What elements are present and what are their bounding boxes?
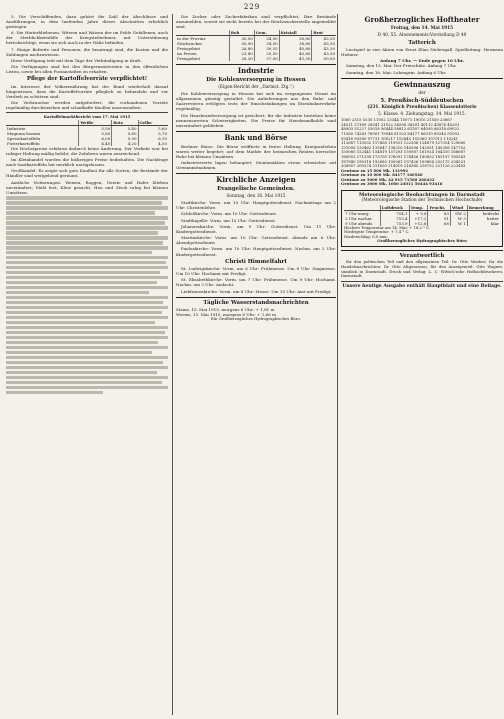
lottery-prize-row: Gewinne zu 3000 Mk. 1060 24011 56444 93416 <box>341 181 443 187</box>
table-cell: 5,50 <box>79 125 112 131</box>
paragraph: Industriewerte lagen behauptet; Montanaktien etwas schwächer auf Gewinnmitnahmen. <box>176 160 336 171</box>
table-cell: 43,30 <box>323 41 335 47</box>
catholic-heading: Christi Himmelfahrt <box>225 258 287 265</box>
paragraph: 6. Die Hinterbliebenen, Witwen und Waisen der im Felde Gefallenen, auch der Sterblichkeitsfälle der Kriegsteilnehmer, mit Unterstützung berücksichtigt, wenn sie sich auch in der Nähe befinden. <box>6 30 168 46</box>
table-cell: 68 <box>428 221 450 226</box>
lottery-class: 5. Klasse. 4. Ziehungstag. 14. Mai 1915. <box>378 111 466 117</box>
illegible-text-block <box>6 196 168 394</box>
table-cell: Preisgebiet <box>176 56 229 61</box>
bank-article-body <box>176 144 336 170</box>
church-listings <box>176 200 336 256</box>
lottery-number-row: 187940 190318 192685 195061 197426 199804 202175 204531 <box>341 158 466 164</box>
theater-upcoming <box>341 63 503 74</box>
church-listing: Johanneskirche: Vorm. um 9 Uhr: Gottesdienst. Um 11 Uhr: Kindergottesdienst. <box>176 223 336 234</box>
lottery-number-row: 112687 115032 117458 119921 122306 124879 127314 129660 <box>341 140 466 146</box>
theater-play-title: Tatterich <box>408 39 436 46</box>
theater-times: Anfang 7 Uhr. — Ende gegen 10 Uhr. <box>380 58 464 64</box>
table-cell: 28,30 <box>229 56 254 61</box>
table-cell: 2 Uhr nachm. <box>344 216 380 221</box>
article-heading-coal: Die Kohlenversorgung in Hessen <box>206 77 306 84</box>
church-listing: Martinskirche: Vorm. um 10 Uhr: Gottesdienst. Abends um 6 Uhr: Abendgottesdienst. <box>176 235 336 246</box>
paragraph: Großhandel: Es zeigte sich gute Kauflust für alle Sorten; die Bestände der Händler sind weitgehend geräumt. <box>6 168 168 179</box>
table-cell: 51 <box>428 216 450 221</box>
table-cell: 83 <box>428 210 450 216</box>
church-listing: Pauluskirche: Vorm. um 10 Uhr: Hauptgottesdienst. Nachm. um 2 Uhr: Kindergottesdienst. <box>176 246 336 257</box>
table-cell: +12,8 <box>409 221 428 226</box>
table-row <box>176 56 336 61</box>
lottery-title: 5. Preußisch-Süddeutschen <box>380 97 464 104</box>
weather-notes <box>344 226 500 240</box>
table-cell: 25,50 <box>254 51 279 56</box>
table-cell: Industrie <box>6 125 79 131</box>
coal-article-body <box>176 91 336 128</box>
church-listing: Stadtkapelle: Vorm. um 10 Uhr: Gottesdienst. <box>181 217 276 223</box>
table-cell: Magnum bonum <box>6 131 79 136</box>
article-body <box>6 14 168 74</box>
lottery-number-row: 24011 27160 28541 31022 34556 38291 40112 43876 45201 <box>341 121 460 127</box>
table-cell: Speisekartoffeln <box>6 136 79 141</box>
table-cell: 43,30 <box>323 46 335 52</box>
lottery-number-row: 150085 152441 154819 157203 159567 161924 164310 166687 <box>341 149 466 155</box>
paragraph: 5. Die Verschiffenden, dazu gehört die Zahl der Abschlüsse und Ausführungen, in dem laufenden Jahre dieses Abschnittes erheblich gestiegen. <box>6 14 168 30</box>
weather-table <box>344 205 500 226</box>
article-source: (Eigen-Bericht der „Darmst. Ztg.“) <box>218 84 294 90</box>
water-level-footer: Ein Großherzogliches Hydrographisches Büro. <box>211 316 301 322</box>
paragraph: Die Verfügungen sind bei den Bürgermeistereien in den öffentlichen Listen, sowie bei allen Postanstalten zu erhalten. <box>6 64 168 75</box>
table-cell: 6,00 <box>79 136 112 141</box>
church-listing: Liebfrauenkirche: Vorm. um 8 Uhr: Messe. Um 10 Uhr: Amt mit Predigt. <box>181 288 332 294</box>
lottery-heading: Gewinnauszug <box>393 79 451 89</box>
table-cell: W 1 <box>450 221 467 226</box>
column-right <box>337 14 503 715</box>
lottery-number-row: 168952 171338 173705 176091 178456 180832 183197 185563 <box>341 153 466 159</box>
theater-listing: Samstag, den 15. Mai: Der Freischütz. Anfang 7 Uhr. <box>346 63 457 69</box>
lottery-number-row: 71560 74283 76901 79046 81523 84177 86310 89245 91002 <box>341 130 460 136</box>
table-cell: 6,10 <box>158 135 167 141</box>
paragraph: 7. Einige Befreite und Personen, die beantragt sind, die Kosten und die Zahlungen nachzuweisen. <box>6 46 168 57</box>
column-middle <box>172 14 336 715</box>
church-listing: St. Ludwigskirche: Vorm. um 6 Uhr: Frühmesse. Um 8 Uhr: Singmesse. Um 10 Uhr: Hochamt mit Predigt. <box>176 265 336 277</box>
paragraph: Im Interesse der Volksernährung hat der Bund wiederholt darauf hingewiesen, dass die Kartoffelvorräte pfleglich zu behandeln und vor Verderb zu schützen sind. <box>6 83 168 99</box>
church-listing: Stadtkirche: Vorm. um 10 Uhr: Hauptgottesdienst. Nachmittags um 2 Uhr: Christenlehre. <box>176 200 336 211</box>
weather-note: Niederschlag: 0,0 mm. <box>344 233 388 239</box>
table-cell: 30,55 <box>254 46 279 51</box>
lottery-number-list <box>341 118 503 169</box>
table-cell: 5,80 <box>79 131 112 136</box>
table-cell: W 3 <box>450 216 467 221</box>
table-cell: 5,70 <box>158 130 167 136</box>
table-cell: 38,80 <box>279 36 312 42</box>
table-cell: 34,50 <box>254 41 279 46</box>
weather-subheading: (Meteorologische Station der Technischen Hochschule) <box>361 198 483 204</box>
theater-heading: Großherzogliches Hoftheater <box>364 15 480 24</box>
table-cell: 30,90 <box>229 36 254 42</box>
table-cell: 753,4 <box>380 216 409 221</box>
lottery-prize-row: Gewinne zu 15 000 Mk. 131992 <box>341 167 409 173</box>
table-cell: Preisgebiet <box>176 46 229 51</box>
paragraph: Die Kohlenversorgung in Hessen hat sich im vergangenen Monat im allgemeinen günstig gestaltet. Die Anlieferungen aus den Ruhr- und Saarrevieren erfolgten trotz der Einschränkungen im Eisenbahnverkehr regelmäßig. <box>176 91 336 112</box>
section-heading-church: Kirchliche Anzeigen <box>216 175 296 185</box>
table-header-cell: Temp. <box>409 205 428 211</box>
weather-heading: Meteorologische Beobachtungen in Darmstadt <box>359 192 485 199</box>
paragraph: Die Zucker oder Zuckerfabriken sind verpflichtet, Ihre Bestände anzumelden, soweit sie nicht bereits bei der Reichszuckerstelle angemeldet sind. <box>176 14 336 30</box>
table-cell: 37,00 <box>254 56 279 61</box>
table-cell: SW 2 <box>450 210 467 216</box>
table-cell: +17,2 <box>409 216 428 221</box>
weather-note: Höchste Temperatur am 14. Mai: + 18,2 ° C. <box>344 224 431 230</box>
water-level-row: Worms, 15. Mai 1915, morgens 6 Uhr: + 1,66 m <box>176 312 277 318</box>
church-listing: Schloßkirche: Vorm. um 10 Uhr: Gottesdienst. <box>181 211 278 217</box>
table-cell: 9 Uhr abends <box>344 221 380 226</box>
table-header-cell: Brot <box>312 30 336 36</box>
theater-subscription: D 40. 55. Abonnements-Vorstellung D 40 <box>377 32 467 38</box>
market-report-title: Kartoffelmarktbericht vom 17. Mai 1915 <box>43 114 131 120</box>
water-level-row: Mainz, 15. Mai 1915, morgens 6 Uhr: + 1,81 m <box>176 307 275 312</box>
paragraph: Im Kleinhandel wurden die bisherigen Preise beibehalten. Die Nachfrage nach Saatkartoffeln hat merklich nachgelassen. <box>6 156 168 168</box>
table-cell: 754,1 <box>380 210 409 216</box>
table-cell: 30,90 <box>229 41 254 46</box>
lottery-number-row: 1060 2315 5530 11002 13344 15071 19010 21550 23667 <box>341 117 453 123</box>
page-number: 229 <box>243 3 261 11</box>
table-cell: 40,80 <box>279 46 312 51</box>
lottery-number-row: 93416 95580 97731 100217 102845 105360 107913 110241 <box>341 135 459 141</box>
column-left <box>6 14 168 715</box>
table-header-cell: Roh <box>229 30 254 36</box>
table-cell: + 9,6 <box>409 210 428 216</box>
catholic-listings <box>176 266 336 294</box>
sugar-price-table <box>176 30 336 61</box>
table-cell: bedeckt <box>482 210 499 216</box>
table-cell: 43,30 <box>279 56 312 61</box>
table-cell: 43,30 <box>323 36 335 42</box>
table-cell: 7 Uhr morg. <box>344 210 380 216</box>
table-header-cell: Feucht. <box>428 205 450 211</box>
market-price-table <box>6 120 168 146</box>
lottery-number-row: 131095 133462 135847 138210 140596 142931 145308 147702 <box>341 144 466 150</box>
weather-box <box>341 190 503 247</box>
table-cell: 753,9 <box>380 221 409 226</box>
table-cell: Futterkartoffeln <box>6 141 79 146</box>
section-heading-industry: Industrie <box>237 66 275 76</box>
table-cell: 5,40 <box>112 125 138 131</box>
paragraph: Die Höchstpreise erfahren dadurch keine Änderung. Der Verkehr war bei ruhiger Haltung mäßig belebt; die Zufuhren waren ausreichend. <box>6 145 168 156</box>
table-cell: 4,40 <box>79 141 112 146</box>
imprint-heading: Verantwortlich <box>399 253 445 260</box>
table-cell: 5,60 <box>158 125 167 131</box>
table-cell: 26,80 <box>229 46 254 51</box>
table-cell: 23,80 <box>229 51 254 56</box>
article-heading-potatoes: Pflege der Kartoffelvorräte verpflichtet! <box>26 76 148 83</box>
table-cell: 5,90 <box>112 136 138 141</box>
table-header-cell: Wind <box>450 205 467 211</box>
lottery-number-row: 48903 51227 53018 56444 58812 61307 64095 66318 69022 <box>341 126 460 132</box>
sugar-article-body <box>176 14 336 29</box>
market-report-body <box>6 146 168 195</box>
lottery-title-secondary: (231. Königlich Preußischen) Klassenlotterie <box>367 105 477 111</box>
paragraph: Berliner Börse. Die Börse eröffnete in fester Haltung. Kriegsanleihen waren weiter begehrt; auf dem Markte der heimischen Renten herrschte Ruhe bei kleinen Umsätzen. <box>176 143 336 159</box>
closing-note: Unsere heutige Ausgabe enthält Hauptblatt und eine Beilage. <box>342 283 502 289</box>
lottery-sub: der <box>418 90 426 96</box>
imprint-text: für den politischen Teil und den allgemeinen Teil: Dr. Otto Waeber; für die Handelsnachrichten: Dr. Otto Altgenossen; für den Anzeigenteil: Otto Wagner, sämtlich in Darmstadt. Druck und Verlag: L. C. Wittich'sche Hofbuchdruckerei, Darmstadt. <box>341 259 503 279</box>
table-cell: 34,50 <box>254 36 279 42</box>
table-cell: 40,80 <box>279 51 312 56</box>
water-level-heading: Tägliche Wasserstandsnachrichten <box>203 299 309 306</box>
church-listing: St. Elisabethkirche: Vorm. um 7 Uhr: Frühmesse. Um 9 Uhr: Hochamt. Nachm. um 3 Uhr: Andacht. <box>176 277 336 288</box>
paragraph: Diese Verfügung tritt mit dem Tage der Verkündigung in Kraft. <box>11 57 142 63</box>
theater-date: Freitag, den 14. Mai 1915 <box>390 26 454 31</box>
table-cell: in der Provinz <box>176 36 229 42</box>
theater-listing: Sonntag, den 16. Mai: Lohengrin. Anfang 6 Uhr. <box>346 69 447 75</box>
table-cell: 4,50 <box>158 140 167 146</box>
lottery-prize-row: Gewinne zu 10 000 Mk. 84177 160540 <box>341 172 423 178</box>
church-date: Sonntag, den 16. Mai 1915 <box>226 193 286 199</box>
table-cell: 38,80 <box>279 41 312 46</box>
lottery-number-row: 206907 209274 211650 214019 216385 218752 221126 223493 <box>341 163 466 169</box>
table-header-cell: Kristall <box>279 30 312 36</box>
weather-footer: Großherzogliches Hydrographisches Büro <box>377 238 467 244</box>
table-cell: 5,60 <box>112 131 138 136</box>
table-header-cell: Weiße <box>79 120 112 126</box>
theater-description: Lustspiel in vier Akten von Ernst Elias Niebergall. Spielleitung: Hermann Hiebner. <box>341 47 503 58</box>
table-header-cell: Rote <box>112 120 138 126</box>
table-cell: heiter <box>486 215 499 221</box>
paragraph: Amtliche Notierungen: Weizen, Roggen, Gerste und Hafer blieben unverändert; Mehl fest, Kleie gesucht, Heu und Stroh ruhig bei kleinen Umsätzen. <box>6 179 168 195</box>
table-cell: 43,30 <box>323 51 335 57</box>
table-header-cell: Bemerkung <box>467 205 500 211</box>
weather-note: Niedrigste Temperatur: + 7,4 ° C. <box>344 229 410 235</box>
table-cell: im Freien <box>176 51 229 56</box>
table-cell: Stückzucker <box>176 41 229 46</box>
table-cell: klar <box>491 220 499 226</box>
church-subheading: Evangelische Gemeinden. <box>217 186 295 193</box>
section-heading-bank: Bank und Börse <box>224 132 288 142</box>
table-cell: 4,20 <box>112 141 138 146</box>
paragraph: Die Hausbrandversorgung ist gesichert; für die Industrie bestehen keine nennenswerten Schwierigkeiten. Die Preise für Hausbrandkohle sind unverändert geblieben. <box>176 112 336 128</box>
table-header-cell: Gem. <box>254 30 279 36</box>
article-body-potatoes <box>6 84 168 110</box>
lottery-prize-list <box>341 169 503 187</box>
paragraph: Die Verbraucher werden aufgefordert, die vorhandenen Vorräte regelmäßig durchzusehen und schadhafte Knollen auszusondern. <box>6 100 168 111</box>
table-header-cell: Gelbe <box>138 120 168 126</box>
lottery-prize-row: Gewinne zu 5000 Mk. 42 915 71560 200432 <box>341 176 435 182</box>
table-cell: 50,00 <box>323 56 335 62</box>
table-header-cell: Luftdruck <box>380 205 409 211</box>
